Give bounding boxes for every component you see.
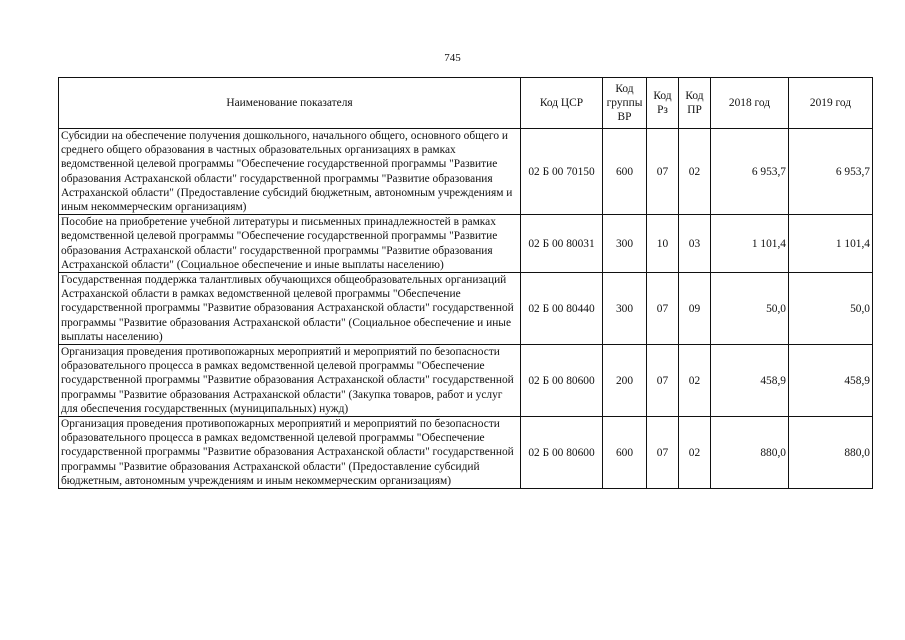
- header-csr: Код ЦСР: [521, 78, 603, 129]
- table-row: [59, 273, 873, 345]
- row-2018-value: 6 953,7: [711, 129, 789, 215]
- row-2019-value: 50,0: [789, 273, 873, 345]
- row-2019-value: 458,9: [789, 345, 873, 417]
- row-2019-value: 1 101,4: [789, 215, 873, 273]
- header-vr: [603, 78, 647, 129]
- row-rz: 10: [647, 215, 679, 273]
- row-vr: 200: [603, 345, 647, 417]
- header-pr: [679, 78, 711, 129]
- row-2019-value: 6 953,7: [789, 129, 873, 215]
- row-2019-value: 880,0: [789, 417, 873, 489]
- header-pr-line2: ПР: [687, 104, 702, 116]
- table-row: [59, 345, 873, 417]
- page-number: 745: [444, 52, 461, 64]
- row-vr: 300: [603, 215, 647, 273]
- row-rz: 07: [647, 129, 679, 215]
- header-pr-line1: Код: [685, 90, 704, 102]
- header-rz-line2: Рз: [657, 104, 668, 116]
- header-2018: 2018 год: [711, 78, 789, 129]
- header-2019: 2019 год: [789, 78, 873, 129]
- row-csr: 02 Б 00 80600: [521, 417, 603, 489]
- row-name: Организация проведения противопожарных мероприятий и мероприятий по безопасности образовательного процесса в рамках ведомственной целевой программы "Обеспечение государственной программы "Развитие образования Астраханской области" государственной программы "Развитие образования Астраханской области" (Закупка товаров, работ и услуг для обеспечения государственных (муниципальных) нужд): [59, 345, 521, 417]
- row-pr: 03: [679, 215, 711, 273]
- row-csr: 02 Б 00 80031: [521, 215, 603, 273]
- row-pr: 02: [679, 129, 711, 215]
- row-rz: 07: [647, 273, 679, 345]
- row-csr: 02 Б 00 80600: [521, 345, 603, 417]
- row-2018-value: 1 101,4: [711, 215, 789, 273]
- table-header-row: [59, 78, 873, 129]
- row-2018-value: 50,0: [711, 273, 789, 345]
- header-vr-line3: ВР: [617, 111, 632, 123]
- row-name: Государственная поддержка талантливых обучающихся общеобразовательных организаций Астраханской области в рамках ведомственной целевой программы "Обеспечение государственной программы "Развитие образования Астраханской области" государственной программы "Развитие образования Астраханской области" (Социальное обеспечение и иные выплаты населению): [59, 273, 521, 345]
- header-name: Наименование показателя: [59, 78, 521, 129]
- header-vr-line1: Код: [615, 83, 634, 95]
- row-name: Пособие на приобретение учебной литературы и письменных принадлежностей в рамках ведомственной целевой программы "Обеспечение государственной программы "Развитие образования Астраханской области" государственной программы "Развитие образования Астраханской области" (Социальное обеспечение и иные выплаты населению): [59, 215, 521, 273]
- header-vr-line2: группы: [606, 97, 643, 109]
- row-rz: 07: [647, 345, 679, 417]
- row-rz: 07: [647, 417, 679, 489]
- table-row: [59, 215, 873, 273]
- row-name: Организация проведения противопожарных мероприятий и мероприятий по безопасности образовательного процесса в рамках ведомственной целевой программы "Обеспечение государственной программы "Развитие образования Астраханской области" государственной программы "Развитие образования Астраханской области" (Предоставление субсидий бюджетным, автономным учреждениям и иным некоммерческим организациям): [59, 417, 521, 489]
- budget-table: [58, 77, 873, 489]
- header-rz: [647, 78, 679, 129]
- table-row: [59, 129, 873, 215]
- row-vr: 600: [603, 129, 647, 215]
- row-vr: 600: [603, 417, 647, 489]
- row-pr: 09: [679, 273, 711, 345]
- header-rz-line1: Код: [653, 90, 672, 102]
- row-pr: 02: [679, 417, 711, 489]
- row-vr: 300: [603, 273, 647, 345]
- row-pr: 02: [679, 345, 711, 417]
- table-row: [59, 417, 873, 489]
- row-2018-value: 880,0: [711, 417, 789, 489]
- row-name: Субсидии на обеспечение получения дошкольного, начального общего, основного общего и среднего общего образования в частных образовательных организациях в рамках ведомственной целевой программы "Обеспечение государственной программы "Развитие образования Астраханской области" государственной программы "Развитие образования Астраханской области" (Предоставление субсидий бюджетным, автономным учреждениям и иным некоммерческим организациям): [59, 129, 521, 215]
- row-csr: 02 Б 00 70150: [521, 129, 603, 215]
- row-csr: 02 Б 00 80440: [521, 273, 603, 345]
- row-2018-value: 458,9: [711, 345, 789, 417]
